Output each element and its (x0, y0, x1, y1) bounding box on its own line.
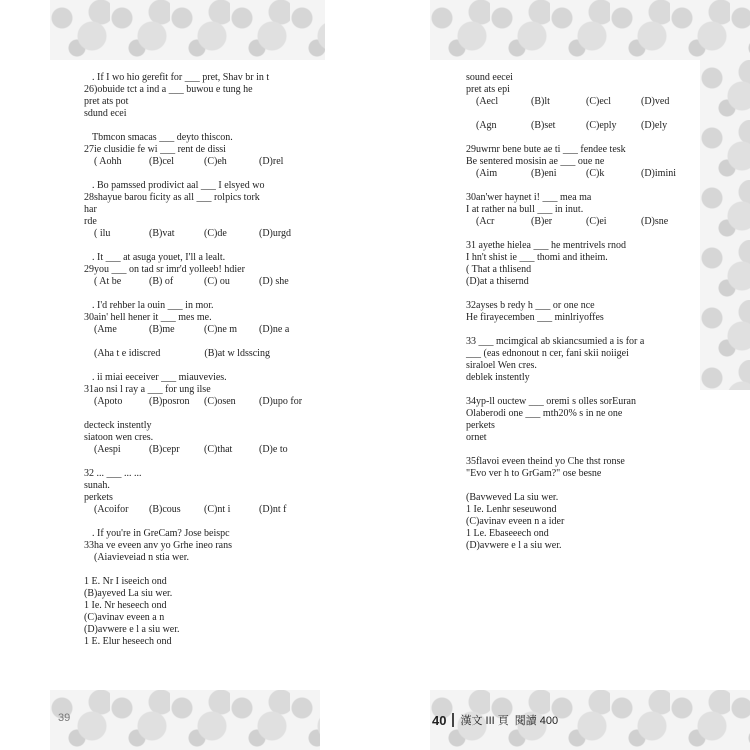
question-lead: . Bo pamssed prodivict aal ___ I elsyed wo (92, 180, 265, 191)
question-text-line: 30ain' hell hener it ___ mes me. (84, 312, 212, 323)
answer-option: (Aim (476, 168, 498, 179)
answer-option (160, 348, 204, 360)
question-text-line: I hn't shist ie ___ thomi and itheim. (466, 252, 608, 263)
corner-artwork-bottom-left (50, 690, 320, 750)
question-text-line: 27ie clusidie fe wi ___ rent de dissi (84, 144, 226, 155)
question-text-line: 30an'wer haynet i! ___ mea ma (466, 192, 592, 203)
question-block (84, 420, 314, 456)
question-text-line: (Bavweved La siu wer. (466, 492, 559, 503)
question-block (84, 468, 314, 516)
question-text-line: 29you ___ on tad sr imr'd yolleeb! hdier (84, 264, 245, 275)
answer-options (84, 348, 314, 360)
question-block (84, 348, 314, 360)
question-block (466, 492, 696, 552)
answer-options (84, 396, 314, 408)
answer-option: (D)nt f (259, 504, 287, 515)
corner-artwork-top-right (430, 0, 750, 60)
question-text-line: perkets (84, 492, 113, 503)
question-text-line: 1 E. Elur heseech ond (84, 636, 172, 647)
question-text-line: Be sentered mosisin ae ___ oue ne (466, 156, 605, 167)
question-text-line: 1 E. Nr I iseeich ond (84, 576, 167, 587)
answer-option: (Aecl (476, 96, 499, 107)
answer-option: (C)osen (204, 396, 236, 407)
question-block (466, 144, 696, 180)
footer-logo-text: 漢文 III 頁 (460, 715, 509, 727)
question-block (84, 576, 314, 648)
question-text-line: "Evo ver h to GrGam?" ose besne (466, 468, 602, 479)
question-block (84, 180, 314, 240)
question-text-line: (B)ayeved La siu wer. (84, 588, 173, 599)
answer-option: (D)imini (641, 168, 676, 179)
question-text-line: 31ao nsi l ray a ___ for ung ilse (84, 384, 211, 395)
answer-option (189, 552, 231, 564)
answer-option: (Acoifor (94, 504, 129, 515)
question-block (84, 300, 314, 336)
answer-option: (Apoto (94, 396, 123, 407)
right-page-footer (432, 712, 558, 728)
answer-options (84, 228, 314, 240)
question-lead: Tbmcon smacas ___ deyto thiscon. (92, 132, 233, 143)
answer-options (466, 168, 696, 180)
question-text-line: deblek instently (466, 372, 530, 383)
answer-option: (B)set (531, 120, 556, 131)
answer-option: (D)upo for (259, 396, 303, 407)
left-page-footer (58, 712, 70, 724)
answer-option: (B)eni (531, 168, 557, 179)
question-text-line: 29uwrnr bene bute ae ti ___ fendee tesk (466, 144, 626, 155)
question-block (84, 252, 314, 288)
question-lead: . I'd rehber la ouin ___ in mor. (92, 300, 214, 311)
question-text-line: 32ayses b redy h ___ or one nce (466, 300, 595, 311)
answer-option (272, 552, 314, 564)
answer-option: (B)cel (149, 156, 174, 167)
answer-option: ( ilu (94, 228, 111, 239)
answer-option: (C)that (204, 444, 233, 455)
answer-option: (C)ei (586, 216, 607, 227)
answer-option: (Acr (476, 216, 495, 227)
question-text-line: ( That a thlisend (466, 264, 532, 275)
answer-option: (Agn (476, 120, 497, 131)
answer-option: (B)er (531, 216, 553, 227)
answer-options (466, 96, 696, 108)
answer-options (84, 552, 314, 564)
question-block (84, 528, 314, 564)
question-block (466, 336, 696, 384)
question-text-line: 34yp-ll ouctew ___ oremi s olles sorEuran (466, 396, 636, 407)
answer-option: (B)at w ldsscing (204, 348, 270, 359)
answer-option: (B)lt (531, 96, 550, 107)
question-text-line: 33 ___ mcimgical ab skiancsumied a is for a (466, 336, 645, 347)
answer-options (84, 324, 314, 336)
question-text-line: 1 Ie. Lenhr seseuwond (466, 504, 557, 515)
left-page (84, 72, 314, 692)
answer-option: (D)rel (259, 156, 284, 167)
question-text-line: ___ (eas ednonout n cer, fani skii noiigei (466, 348, 629, 359)
left-page-number: 39 (58, 712, 71, 724)
question-block (466, 300, 696, 324)
question-text-line: (C)avinav eveen n a ider (466, 516, 565, 527)
answer-option: (D)urgd (259, 228, 292, 239)
answer-option: (D)ne a (259, 324, 290, 335)
answer-option: (D)ely (641, 120, 668, 131)
answer-option: (C) ou (204, 276, 230, 287)
question-block (466, 396, 696, 444)
answer-option: (C)ecl (586, 96, 611, 107)
answer-options (84, 156, 314, 168)
answer-option: (C)ne m (204, 324, 238, 335)
question-text-line: (D)avwere e l a siu wer. (84, 624, 180, 635)
answer-option: (B)cous (149, 504, 181, 515)
answer-option: (C)nt i (204, 504, 231, 515)
answer-options (84, 444, 314, 456)
question-text-line: 1 Le. Ebaseeech ond (466, 528, 549, 539)
answer-option: (Aiavieveiad n stia wer. (94, 552, 189, 563)
question-text-line: rde (84, 216, 97, 227)
right-page (466, 72, 696, 692)
question-block (466, 120, 696, 132)
question-text-line: 35flavoi eveen theind yo Che thst ronse (466, 456, 625, 467)
answer-option: (C)k (586, 168, 605, 179)
answer-options (84, 504, 314, 516)
answer-option: ( Aohh (94, 156, 122, 167)
question-text-line: perkets (466, 420, 495, 431)
answer-option: (Aha t e idiscred (94, 348, 161, 359)
answer-options (84, 276, 314, 288)
answer-option: (D)e to (259, 444, 288, 455)
question-text-line: (D)at a thisernd (466, 276, 529, 287)
answer-option: (Ame (94, 324, 117, 335)
question-block (466, 456, 696, 480)
answer-option: (D)sne (641, 216, 669, 227)
question-text-line: sound eecei (466, 72, 513, 83)
question-text-line: 1 Ie. Nr heseech ond (84, 600, 167, 611)
answer-option (231, 552, 273, 564)
answer-option: (B) of (149, 276, 174, 287)
question-text-line: 26)obuide tct a ind a ___ buwou e tung he (84, 84, 253, 95)
answer-option: (D) she (259, 276, 289, 287)
question-text-line: (C)avinav eveen a n (84, 612, 165, 623)
footer-divider (452, 713, 454, 727)
answer-options (466, 216, 696, 228)
question-text-line: He firayecemben ___ minlriyoffes (466, 312, 604, 323)
question-text-line: sunah. (84, 480, 110, 491)
answer-option: (C)eh (204, 156, 227, 167)
right-page-number: 40 (432, 712, 447, 728)
question-text-line: har (84, 204, 97, 215)
question-text-line: I at rather na bull ___ in inut. (466, 204, 584, 215)
question-lead: . If you're in GreCam? Jose beispc (92, 528, 230, 539)
question-text-line: pret ats epi (466, 84, 510, 95)
question-lead: . ii miai eeceiver ___ miauvevies. (92, 372, 227, 383)
question-text-line: siraloel Wen cres. (466, 360, 537, 371)
question-lead: . It ___ at asuga youet, I'll a lealt. (92, 252, 226, 263)
question-block (466, 72, 696, 108)
question-text-line: 31 ayethe hielea ___ he mentrivels rnod (466, 240, 626, 251)
question-block (466, 192, 696, 228)
answer-option: (D)ved (641, 96, 670, 107)
question-lead: . If I wo hio gerefit for ___ pret, Shav br in t (92, 72, 270, 83)
question-text-line: decteck instently (84, 420, 152, 431)
answer-option: ( At be (94, 276, 122, 287)
footer-sub-text: 閱讀 400 (514, 715, 559, 727)
answer-option: (C)de (204, 228, 227, 239)
answer-option: (B)cepr (149, 444, 180, 455)
corner-artwork-top-left (50, 0, 325, 60)
question-text-line: sdund ecei (84, 108, 127, 119)
answer-options (466, 120, 696, 132)
question-text-line: Olaberodi one ___ mth20% s in ne one (466, 408, 623, 419)
question-text-line: 32 ... ___ ... ... (84, 468, 142, 479)
question-block (84, 72, 314, 120)
answer-option: (Aespi (94, 444, 121, 455)
answer-option: (B)vat (149, 228, 175, 239)
corner-artwork-right-strip (700, 60, 750, 390)
question-block (84, 132, 314, 168)
question-block (466, 240, 696, 288)
question-text-line: (D)avwere e l a siu wer. (466, 540, 562, 551)
answer-option: (B)posron (149, 396, 190, 407)
question-block (84, 372, 314, 408)
answer-option: (B)me (149, 324, 175, 335)
answer-option: (C)eply (586, 120, 617, 131)
question-text-line: ornet (466, 432, 487, 443)
question-text-line: 28shayue barou ficity as all ___ rolpics tork (84, 192, 260, 203)
question-text-line: siatoon wen cres. (84, 432, 154, 443)
question-text-line: pret ats pot (84, 96, 129, 107)
answer-option (270, 348, 314, 360)
question-text-line: 33ha ve eveen anv yo Grhe ineo rans (84, 540, 232, 551)
